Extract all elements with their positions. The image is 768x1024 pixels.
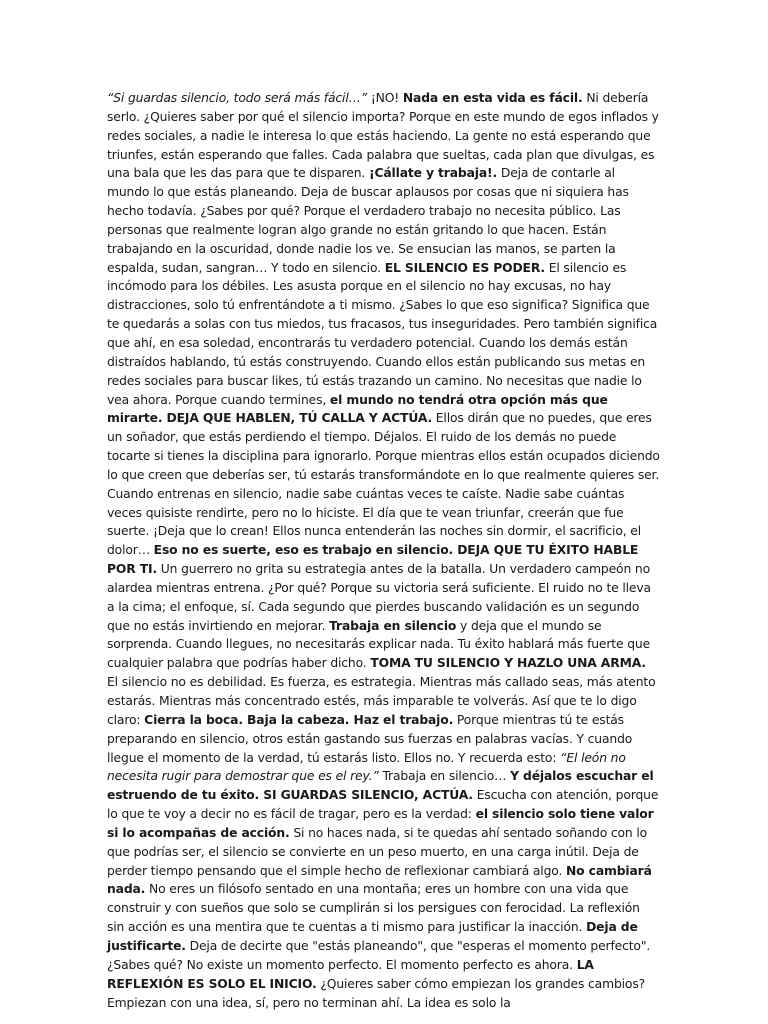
bold-text: Eso no es suerte, eso es trabajo en silencio. DEJA QUE TU ÉXITO HABLE POR TI. [107, 543, 639, 577]
bold-text: EL SILENCIO ES PODER. [384, 260, 545, 275]
bold-text: TOMA TU SILENCIO Y HAZLO UNA ARMA. [370, 656, 646, 671]
body-text: y deja que el mundo se sorprenda. Cuando llegues, no necesitarás explicar nada. Tu éxito hablará más fuerte que cualquier palabra que podrías haber dicho. [107, 618, 651, 671]
body-text: Porque mientras tú te estás preparando en silencio, otros están gastando sus fuerzas en palabras vacías. Y cuando llegue el momento de la verdad, tú estarás listo. Ellos no. Y recuerda esto: [107, 712, 633, 765]
bold-text: Deja de justificarte. [107, 920, 638, 953]
body-text: Si no haces nada, si te quedas ahí sentado soñando con lo que podrías ser, el silencio se convierte en un peso muerto, en una carga inútil. Deja de perder tiempo pensando que el simple hecho de reflexionar cambiará algo. [107, 825, 648, 878]
bold-text: el silencio solo tiene valor si lo acompañas de acción. [107, 807, 654, 840]
body-text: Escucha con atención, porque lo que te voy a decir no es fácil de tragar, pero es la verdad: [107, 788, 659, 822]
italic-text: “El león no necesita rugir para demostrar que es el rey.” [107, 750, 626, 784]
bold-text: LA REFLEXIÓN ES SOLO EL INICIO. [107, 957, 594, 991]
body-text: El silencio no es debilidad. Es fuerza, es estrategia. Mientras más callado seas, más atento estarás. Mientras más concentrado estés, más imparable te volverás. Así que te lo digo claro: [107, 675, 656, 727]
bold-text: Trabaja en silencio [329, 618, 457, 633]
body-text: ¡NO! [367, 91, 403, 105]
bold-text: el mundo no tendrá otra opción más que mirarte. DEJA QUE HABLEN, TÚ CALLA Y ACTÚA. [107, 392, 608, 426]
italic-text: “Si guardas silencio, todo será más fácil…” [107, 91, 368, 105]
bold-text: Cierra la boca. Baja la cabeza. Haz el trabajo. [144, 712, 454, 727]
bold-text: Nada en esta vida es fácil. [402, 91, 583, 105]
body-text: Un guerrero no grita su estrategia antes de la batalla. Un verdadero campeón no alardea mientras entrena. ¿Por qué? Porque su victoria será suficiente. El ruido no te lleva a la cima; el enfoque, sí. Cada segundo que pierdes buscando validación es un segundo que no estás invirtiendo en mejorar. [107, 562, 651, 633]
bold-text: Y déjalos escuchar el estruendo de tu éxito. SI GUARDAS SILENCIO, ACTÚA. [107, 769, 654, 803]
body-text: Ni debería serlo. ¿Quieres saber por qué el silencio importa? Porque en este mundo de egos inflados y redes sociales, a nadie le interesa lo que estás haciendo. La gente no está esperando que triunfes, están esperando que falles. Cada palabra que sueltas, cada plan que divulgas, es una bala que les das para que te disparen. [107, 91, 659, 181]
body-text: No eres un filósofo sentado en una montaña; eres un hombre con una vida que construir y con sueños que solo se cumplirán si los persigues con ferocidad. La reflexión sin acción es una mentira que te cuentas a ti mismo para justificar la inacción. [107, 882, 640, 935]
body-text: Deja de decirte que "estás planeando", que "esperas el momento perfecto". ¿Sabes qué? No existe un momento perfecto. El momento perfecto es ahora. [107, 938, 651, 972]
body-text: Ellos dirán que no puedes, que eres un soñador, que estás perdiendo el tiempo. Déjalos. El ruido de los demás no puede tocarte si tienes la disciplina para ignorarlo. Porque mientras ellos están ocupados diciendo lo que creen que deberías ser, tú estarás transformándote en lo que realmente quieres ser. Cuando entrenas en silencio, nadie sabe cuántas veces te caíste. Nadie sabe cuántas veces quisiste rendirte, pero no lo hiciste. El día que te vean triunfar, creerán que fue suerte. ¡Deja que lo crean! Ellos nunca entenderán las noches sin dormir, el sacrificio, el dolor… [107, 411, 660, 558]
bold-text: No cambiará nada. [107, 863, 652, 897]
body-text: El silencio es incómodo para los débiles. Les asusta porque en el silencio no hay excusas, no hay distracciones, solo tú enfrentándote a ti mismo. ¿Sabes lo que eso significa? Significa que te quedarás a solas con tus miedos, tus fracasos, tus inseguridades. Pero también significa que ahí, en esa soledad, encontrarás tu verdadero potencial. Cuando los demás están distraídos hablando, tú estás construyendo. Cuando ellos están publicando sus metas en redes sociales para buscar likes, tú estás trazando un camino. No necesitas que nadie lo vea ahora. Porque cuando termines, [107, 260, 658, 407]
body-text: Deja de contarle al mundo lo que estás planeando. Deja de buscar aplausos por cosas que ni siquiera has hecho todavía. ¿Sabes por qué? Porque el verdadero trabajo no necesita público. Las personas que realmente logran algo grande no están gritando lo que hacen. Están trabajando en la oscuridad, donde nadie los ve. Se ensucian las manos, se parten la espalda, sudan, sangran… Y todo en silencio. [107, 166, 629, 275]
bold-text: ¡Cállate y trabaja!. [368, 166, 498, 181]
body-text: ¿Quieres saber cómo empiezan los grandes cambios? Empiezan con una idea, sí, pero no terminan ahí. La idea es solo la [107, 976, 646, 1010]
body-text: Trabaja en silencio… [378, 769, 511, 784]
body-paragraph [107, 89, 660, 1012]
